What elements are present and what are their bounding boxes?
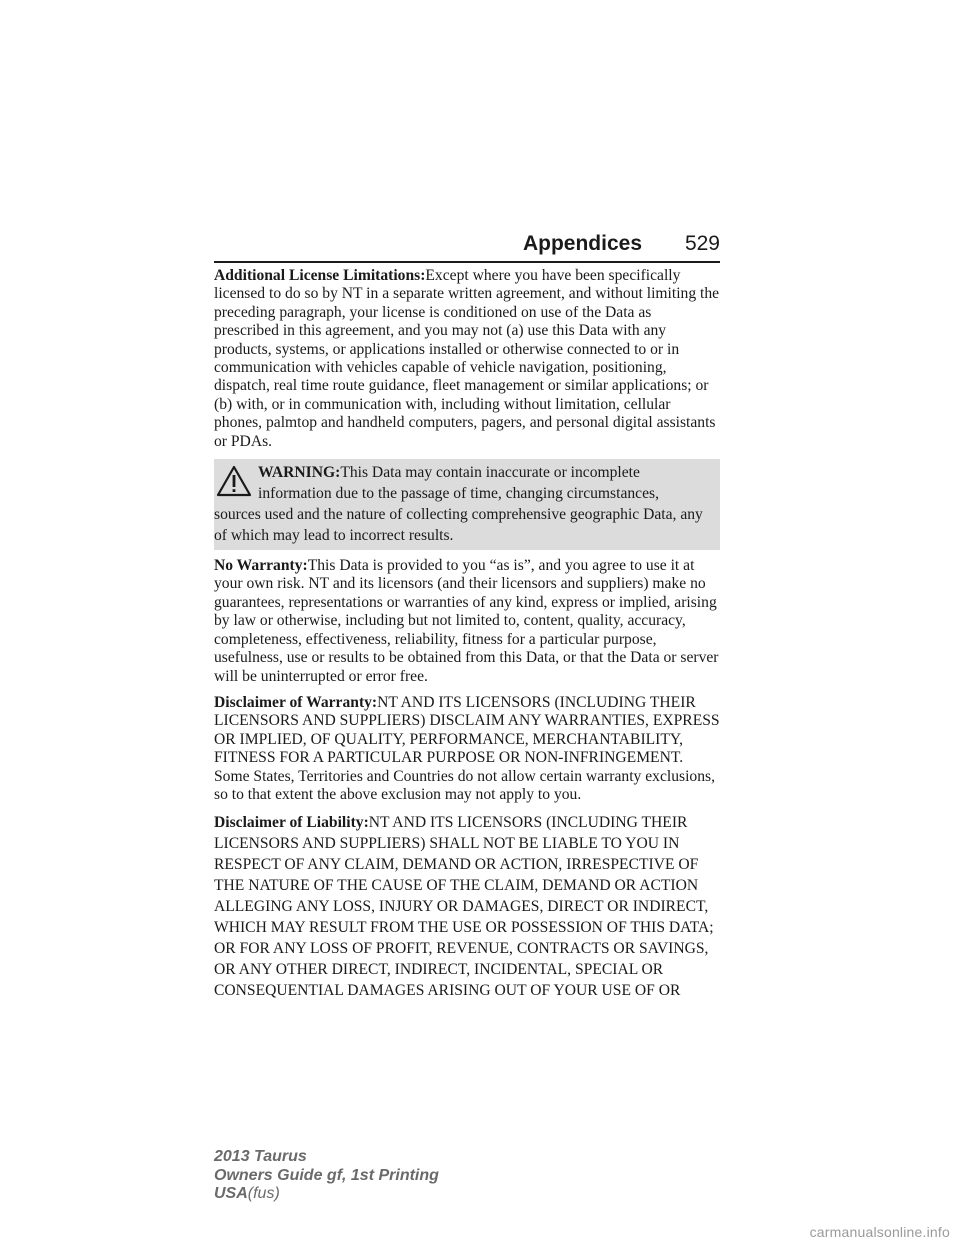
warning-text-1: This Data may contain inaccurate or incomplete information due to the passage of time, changing circumstances, (258, 464, 659, 503)
page-header (214, 229, 720, 263)
additional-license-paragraph (214, 267, 720, 451)
footer-model: 2013 Taurus (214, 1148, 307, 1165)
disclaimer-warranty-heading: Disclaimer of Warranty: (214, 693, 378, 711)
warning-first-block (214, 462, 712, 504)
additional-license-heading: Additional License Limitations: (214, 267, 426, 284)
disclaimer-liability-text: NT AND ITS LICENSORS (INCLUDING THEIR LICENSORS AND SUPPLIERS) SHALL NOT BE LIABLE TO YOU IN RESPECT OF ANY CLAIM, DEMAND OR ACTION, IRRESPECTIVE OF THE NATURE OF THE CAUSE OF THE CLAIM, DEMAND OR ACTION ALLEGING ANY LOSS, INJURY OR DAMAGES, DIRECT OR INDIRECT, WHICH MAY RESULT FROM THE USE OR POSSESSION OF THIS DATA; OR FOR ANY LOSS OF PROFIT, REVENUE, CONTRACTS OR SAVINGS, OR ANY OTHER DIRECT, INDIRECT, INCIDENTAL, SPECIAL OR CONSEQUENTIAL DAMAGES ARISING OUT OF YOUR USE OF OR (214, 814, 714, 1000)
no-warranty-heading: No Warranty: (214, 557, 308, 575)
additional-license-text: Except where you have been specifically licensed to do so by NT in a separate written agreement, and without limiting the preceding paragraph, your license is conditioned on use of the Data as prescribed in this agreement, and you may not (a) use this Data with any products, systems, or applications installed or otherwise connected to or in communication with vehicles capable of vehicle navigation, positioning, dispatch, real time route guidance, fleet management or similar applications; or (b) with, or in communication with, including without limitation, cellular phones, palmtop and handheld computers, pagers, and personal digital assistants or PDAs. (214, 267, 720, 450)
footer-guide: Owners Guide gf, 1st Printing (214, 1166, 439, 1184)
footer-country: USA (214, 1185, 248, 1202)
warning-box (214, 459, 720, 550)
no-warranty-paragraph (214, 557, 720, 686)
disclaimer-warranty-text: NT AND ITS LICENSORS (INCLUDING THEIR LICENSORS AND SUPPLIERS) DISCLAIM ANY WARRANTIES, EXPRESS OR IMPLIED, OF QUALITY, PERFORMANCE, MERCHANTABILITY, FITNESS FOR A PARTICULAR PURPOSE OR NON-INFRINGEMENT. Some States, Territories and Countries do not allow certain warranty exclusions, so to that extent the above exclusion may not apply to you. (214, 693, 720, 803)
warning-text-2: sources used and the nature of collecting comprehensive geographic Data, any of which may lead to incorrect results. (214, 506, 703, 545)
body-text (214, 267, 720, 1009)
footer-region (214, 1185, 720, 1204)
disclaimer-liability-heading: Disclaimer of Liability: (214, 814, 369, 832)
disclaimer-liability-paragraph (214, 812, 720, 1001)
manual-page (214, 0, 720, 1242)
section-title: Appendices (522, 232, 642, 255)
no-warranty-text: This Data is provided to you “as is”, and you agree to use it at your own risk. NT and its licensors (and their licensors and suppliers) make no guarantees, representations or warranties of any kind, express or implied, arising by law or otherwise, including but not limited to, content, quality, accuracy, completeness, effectiveness, reliability, fitness for a particular purpose, usefulness, use or results to be obtained from this Data, or that the Data or server will be uninterrupted or error free. (214, 557, 719, 685)
footer-code: (fus) (247, 1185, 280, 1202)
warning-triangle-icon (216, 465, 252, 497)
watermark-link[interactable]: carmanualsonline.info (809, 1224, 950, 1240)
page-footer (214, 1148, 720, 1204)
warning-heading: WARNING: (258, 464, 341, 482)
page-number: 529 (684, 232, 720, 255)
disclaimer-warranty-paragraph (214, 694, 720, 804)
